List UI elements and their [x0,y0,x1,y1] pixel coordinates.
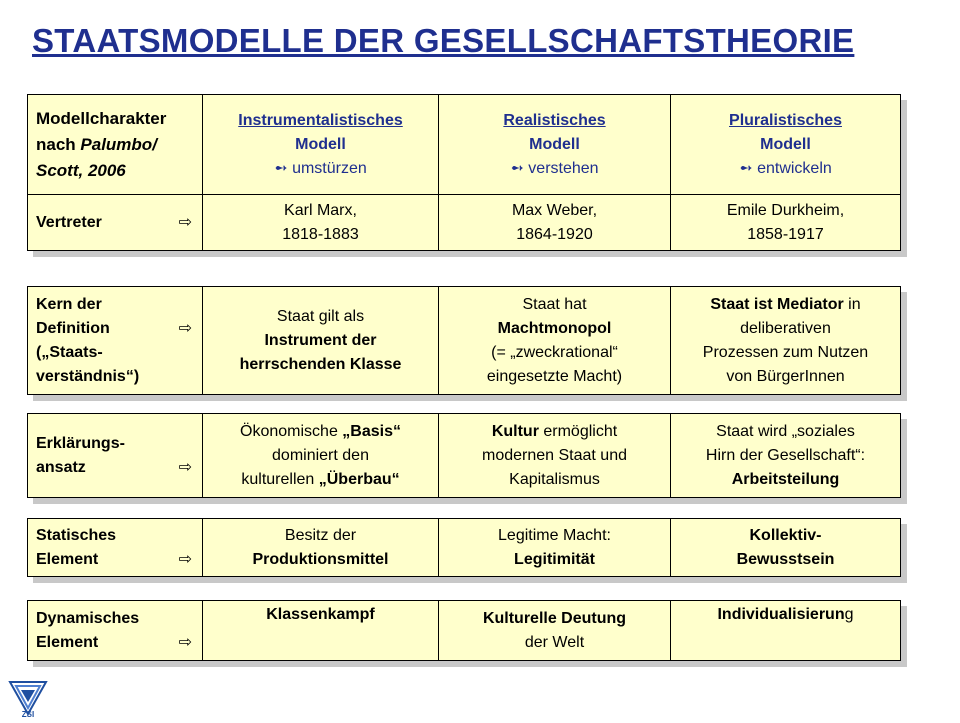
erklaerung-label-cell [28,414,203,498]
statisch-weber [439,519,671,577]
col-name: Realistisches [503,111,606,129]
statisch-label-line: Statisches [36,526,117,544]
col-name: Instrumentalistisches [238,111,403,129]
cell-line: Staat ist Mediator [710,295,844,313]
cell-line: Staat gilt als [276,307,365,325]
cell-line: Machtmonopol [497,319,612,337]
statisch-label-line: Element [36,550,99,568]
dynamisch-row [28,601,901,661]
kern-label-line: Kern der [36,295,102,313]
cell-line: Prozessen zum Nutzen [702,343,869,361]
col-verb: umstürzen [292,159,367,177]
kern-table [27,286,901,395]
dynamisch-durkheim [671,601,901,661]
header-label-nach: nach [36,134,81,154]
vertreter-durkheim [671,195,901,251]
header-label-line1: Modellcharakter [36,108,167,128]
erklaerung-weber [439,414,671,498]
dynamisch-label-cell [28,601,203,661]
header-col-instrumentalist [203,95,439,195]
page-title: STAATSMODELLE DER GESELLSCHAFTSTHEORIE [32,22,855,59]
cell-line: (= „zweckrational“ [491,343,618,361]
cell-line: Max Weber, [511,201,598,219]
col-model: Modell [529,135,580,153]
erklaerung-marx [203,414,439,498]
cell-line: dominiert den [272,446,369,464]
model-header-table [27,94,901,251]
col-name: Pluralistisches [729,111,842,129]
cell-line: in [843,295,861,313]
cell-line: herrschenden Klasse [239,355,402,373]
statisch-label-cell [28,519,203,577]
cell-line: Ökonomische [240,422,343,440]
col-verb: entwickeln [757,159,832,177]
cell-line: deliberativen [740,319,831,337]
header-label-cell [28,95,203,195]
right-arrow-icon: ⇨ [178,213,192,231]
cell-line: ermöglicht [538,422,618,440]
kern-label-cell [28,287,203,395]
col-model: Modell [295,135,346,153]
erklaerung-label-line: Erklärungs- [36,434,125,452]
cell-line: Kulturelle Deutung [482,609,627,627]
arrow-bullet-icon: ➻ [739,159,753,177]
cell-line: Produktionsmittel [252,550,389,568]
cell-line: Individualisierun [717,606,845,623]
erklaerung-row [28,414,901,498]
arrow-bullet-icon: ➻ [510,159,524,177]
vertreter-weber [439,195,671,251]
cell-line: 1818-1883 [282,225,359,243]
cell-line: modernen Staat und [482,446,627,464]
vertreter-row [28,195,901,251]
header-row [28,95,901,195]
right-arrow-icon: ⇨ [178,458,192,476]
vertreter-marx [203,195,439,251]
statisch-table [27,518,901,577]
vertreter-label: Vertreter [36,213,102,231]
arrow-bullet-icon: ➻ [274,159,288,177]
col-model: Modell [760,135,811,153]
right-arrow-icon: ⇨ [178,319,192,337]
cell-line: Staat wird „soziales [716,422,855,440]
cell-line: Hirn der Gesellschaft“: [705,446,866,464]
dynamisch-label-line: Dynamisches [36,609,140,627]
cell-line: Kollektiv- [749,526,822,544]
cell-line: Emile Durkheim, [726,201,845,219]
header-col-pluralist [671,95,901,195]
zsi-logo-mark [8,678,48,718]
statisch-durkheim [671,519,901,577]
kern-label-line: verständnis“) [36,367,140,385]
cell-line: Klassenkampf [266,606,375,623]
kern-label-line: Definition [36,319,110,337]
col-verb: verstehen [528,159,599,177]
dynamisch-label-line: Element [36,633,99,651]
cell-line: Legitime Macht: [498,526,611,544]
kern-row [28,287,901,395]
cell-line: kulturellen [241,470,319,488]
zsi-logo [8,678,48,723]
header-label-author: Palumbo/ [80,134,157,154]
cell-line: Staat hat [522,295,587,313]
logo-text: ZSI [21,710,35,718]
cell-line: eingesetzte Macht) [486,367,623,385]
cell-line: Kultur [491,422,539,440]
cell-line: „Überbau“ [318,470,400,488]
cell-line: Arbeitsteilung [731,470,840,488]
dynamisch-table [27,600,901,661]
cell-line: der Welt [524,633,585,651]
erklaerung-label-line: ansatz [36,458,86,476]
cell-line: „Basis“ [342,422,401,440]
right-arrow-icon: ⇨ [178,550,192,568]
statisch-marx [203,519,439,577]
dynamisch-marx [203,601,439,661]
cell-line: Karl Marx, [284,201,357,219]
cell-line: Besitz der [284,526,357,544]
header-col-realist [439,95,671,195]
kern-durkheim [671,287,901,395]
header-label-year: Scott, 2006 [36,160,126,180]
cell-line: von BürgerInnen [726,367,845,385]
cell-line: 1858-1917 [747,225,824,243]
cell-line: Legitimität [514,550,595,568]
cell-line: Instrument der [264,331,377,349]
kern-marx [203,287,439,395]
erklaerung-durkheim [671,414,901,498]
cell-line: Bewusstsein [736,550,835,568]
vertreter-label-cell [28,195,203,251]
kern-label-line: („Staats- [36,343,103,361]
erklaerung-table [27,413,901,498]
statisch-row [28,519,901,577]
cell-line: Kapitalismus [509,470,600,488]
cell-line: g [844,606,854,623]
dynamisch-weber [439,601,671,661]
kern-weber [439,287,671,395]
right-arrow-icon: ⇨ [178,633,192,651]
cell-line: 1864-1920 [516,225,593,243]
